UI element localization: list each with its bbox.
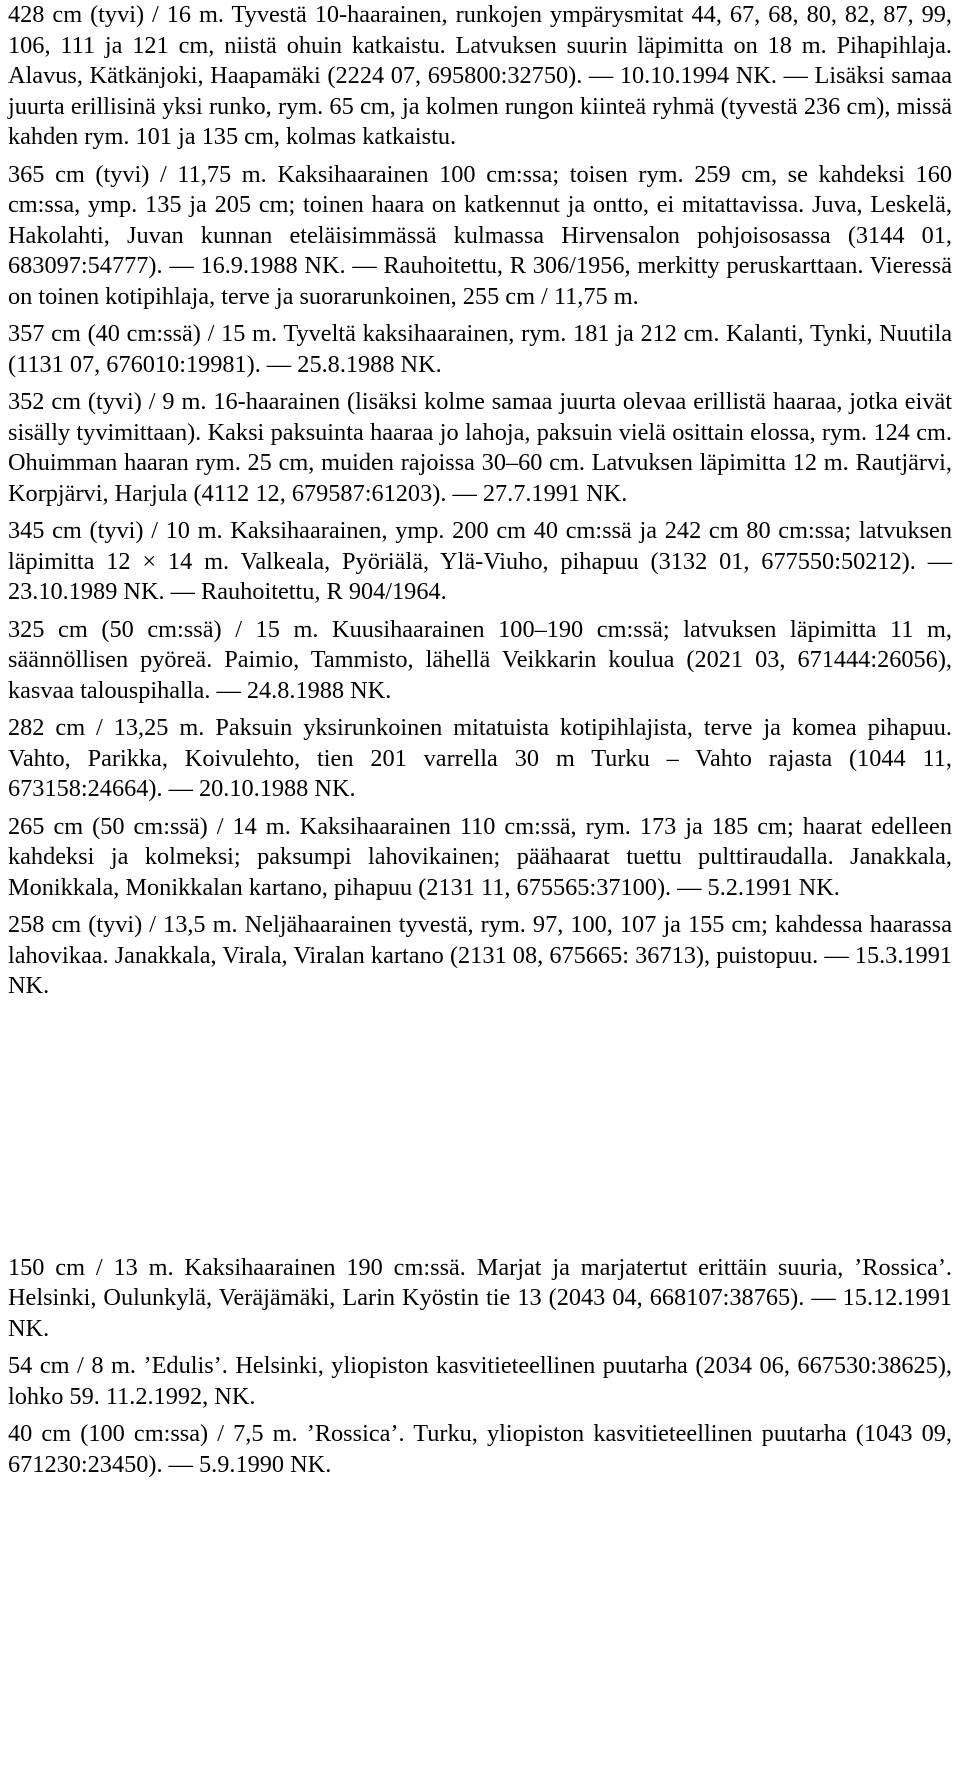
record-text: 282 cm / 13,25 m. Paksuin yksirunkoinen mitatuista kotipihlajista, terve ja komea pihapuu. Vahto, Parikka, Koivulehto, tien 201 varrella 30 m Turku – Vahto rajasta (1044 11, 673158:24664). — 20.10.1988 NK. <box>8 714 952 802</box>
record-text: 428 cm (tyvi) / 16 m. Tyvestä 10-haarainen, runkojen ympärysmitat 44, 67, 68, 80, 82, 87, 99, 106, 111 ja 121 cm, niistä ohuin katkaistu. Latvuksen suurin läpimitta on 18 m. Pihapihlaja. Alavus, Kätkänjoki, Haapamäki (2224 07, 695800:32750). — 10.10.1994 NK. — Lisäksi samaa juurta erillisinä yksi runko, rym. 65 cm, ja kolmen rungon kiinteä ryhmä (tyvestä 236 cm), missä kahden rym. 101 ja 135 cm, kolmas katkaistu. <box>8 1 952 150</box>
record-text: 345 cm (tyvi) / 10 m. Kaksihaarainen, ymp. 200 cm 40 cm:ssä ja 242 cm 80 cm:ssa; latvuksen läpimitta 12 × 14 m. Valkeala, Pyöriälä, Ylä-Viuho, pihapuu (3132 01, 677550:50212). — 23.10.1989 NK. — Rauhoitettu, R 904/1964. <box>8 517 952 605</box>
tree-record <box>8 160 952 313</box>
tree-records-upper <box>8 0 952 1002</box>
tree-record <box>8 0 952 153</box>
tree-record <box>8 1351 952 1412</box>
tree-records-lower <box>8 1253 952 1481</box>
blank-spacer <box>8 1009 952 1253</box>
record-text: 150 cm / 13 m. Kaksihaarainen 190 cm:ssä. Marjat ja marjatertut erittäin suuria, ’Rossica’. Helsinki, Oulunkylä, Veräjämäki, Larin Kyöstin tie 13 (2043 04, 668107:38765). — 15.12.1991 NK. <box>8 1253 952 1342</box>
record-text: 40 cm (100 cm:ssa) / 7,5 m. ’Rossica’. Turku, yliopiston kasvitieteellinen puutarha (1043 09, 671230:23450). — 5.9.1990 NK. <box>8 1420 952 1478</box>
tree-record <box>8 1253 952 1345</box>
record-text: 265 cm (50 cm:ssä) / 14 m. Kaksihaarainen 110 cm:ssä, rym. 173 ja 185 cm; haarat edelleen kahdeksi ja kolmeksi; paksumpi lahovikainen; päähaarat tuettu pulttiraudalla. Janakkala, Monikkala, Monikkalan kartano, pihapuu (2131 11, 675565:37100). — 5.2.1991 NK. <box>8 812 952 901</box>
tree-record <box>8 1419 952 1480</box>
record-text: 325 cm (50 cm:ssä) / 15 m. Kuusihaarainen 100–190 cm:ssä; latvuksen läpimitta 11 m, säännöllisen pyöreä. Paimio, Tammisto, lähellä Veikkarin koulua (2021 03, 671444:26056), kasvaa talouspihalla. — 24.8.1988 NK. <box>8 615 952 704</box>
document-page <box>8 0 952 1487</box>
tree-record <box>8 910 952 1002</box>
tree-record <box>8 319 952 380</box>
record-text: 54 cm / 8 m. ’Edulis’. Helsinki, yliopiston kasvitieteellinen puutarha (2034 06, 667530:38625), lohko 59. 11.2.1992, NK. <box>8 1352 952 1410</box>
record-text: 365 cm (tyvi) / 11,75 m. Kaksihaarainen 100 cm:ssa; toisen rym. 259 cm, se kahdeksi 160 cm:ssa, ymp. 135 ja 205 cm; toinen haara on katkennut ja ontto, ei mitattavissa. Juva, Leskelä, Hakolahti, Juvan kunnan eteläisimmässä kulmassa Hirvensalon pohjoisosassa (3144 01, 683097:54777). — 16.9.1988 NK. — Rauhoitettu, R 306/1956, merkitty peruskarttaan. Vieressä on toinen kotipihlaja, terve ja suorarunkoinen, 255 cm / 11,75 m. <box>8 160 952 310</box>
record-text: 357 cm (40 cm:ssä) / 15 m. Tyveltä kaksihaarainen, rym. 181 ja 212 cm. Kalanti, Tynki, Nuutila (1131 07, 676010:19981). — 25.8.1988 NK. <box>8 320 952 378</box>
tree-record <box>8 615 952 707</box>
tree-record <box>8 713 952 805</box>
tree-record <box>8 387 952 509</box>
record-text: 352 cm (tyvi) / 9 m. 16-haarainen (lisäksi kolme samaa juurta olevaa erillistä haaraa, jotka eivät sisälly tyvimittaan). Kaksi paksuinta haaraa jo lahoja, paksuin vielä osittain elossa, rym. 124 cm. Ohuimman haaran rym. 25 cm, muiden rajoissa 30–60 cm. Latvuksen läpimitta 12 m. Rautjärvi, Korpjärvi, Harjula (4112 12, 679587:61203). — 27.7.1991 NK. <box>8 388 952 507</box>
tree-record <box>8 516 952 608</box>
tree-record <box>8 812 952 904</box>
record-text: 258 cm (tyvi) / 13,5 m. Neljähaarainen tyvestä, rym. 97, 100, 107 ja 155 cm; kahdessa haarassa lahovikaa. Janakkala, Virala, Viralan kartano (2131 08, 675665: 36713), puistopuu. — 15.3.1991 NK. <box>8 911 952 999</box>
